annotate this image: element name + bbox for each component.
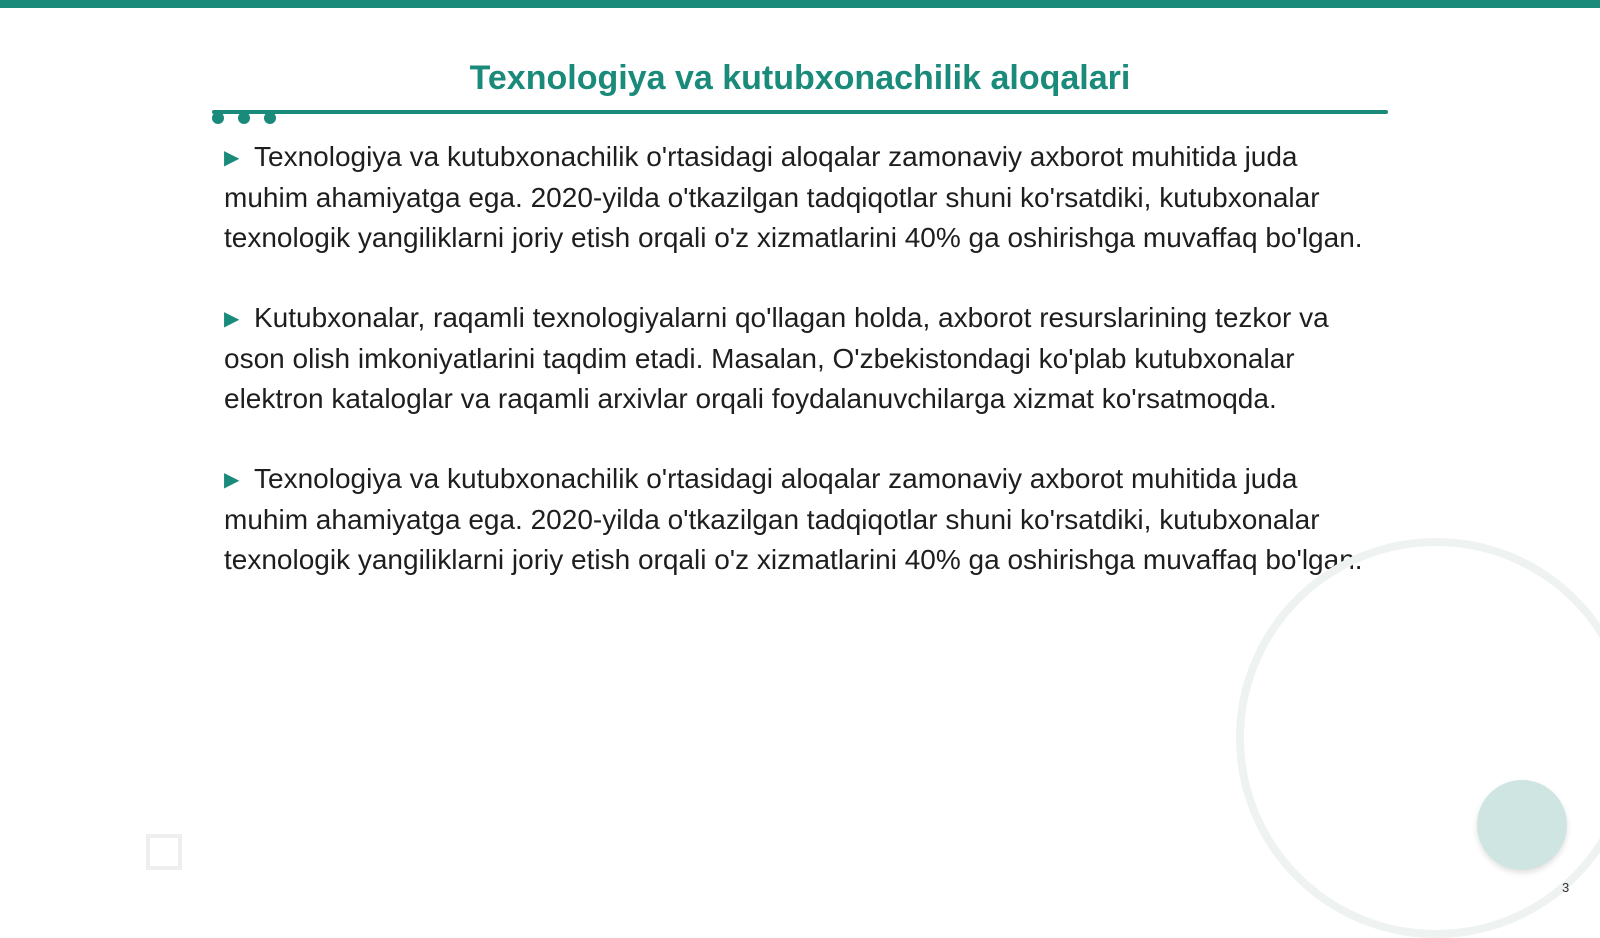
top-accent-bar [0, 0, 1600, 8]
slide-body [224, 137, 1384, 620]
bullet-paragraph [224, 459, 1384, 580]
bullet-arrow-icon: ▶ [224, 147, 240, 169]
bullet-paragraph [224, 137, 1384, 258]
decorative-dot [238, 112, 250, 124]
bullet-arrow-icon: ▶ [224, 469, 240, 491]
bullet-paragraph [224, 298, 1384, 419]
slide-title: Texnologiya va kutubxonachilik aloqalari [469, 59, 1131, 97]
decorative-circle [1477, 780, 1567, 870]
page-number: 3 [1562, 880, 1570, 895]
bullet-arrow-icon: ▶ [224, 308, 240, 330]
decorative-square [146, 834, 182, 870]
paragraph-text: Kutubxonalar, raqamli texnologiyalarni qo'llagan holda, axborot resurslarining tezkor va oson olish imkoniyatlarini taqdim etadi. Masalan, O'zbekistondagi ko'plab kutubxonalar elektron kataloglar va raqamli arxivlar orqali foydalanuvchilarga xizmat ko'rsatmoqda. [224, 302, 1329, 414]
paragraph-text: Texnologiya va kutubxonachilik o'rtasidagi aloqalar zamonaviy axborot muhitida juda muhim ahamiyatga ega. 2020-yilda o'tkazilgan tadqiqotlar shuni ko'rsatdiki, kutubxonalar texnologik yangiliklarni joriy etish orqali o'z xizmatlarini 40% ga oshirishga muvaffaq bo'lgan. [224, 463, 1363, 575]
decorative-dot [264, 112, 276, 124]
paragraph-text: Texnologiya va kutubxonachilik o'rtasidagi aloqalar zamonaviy axborot muhitida juda muhim ahamiyatga ega. 2020-yilda o'tkazilgan tadqiqotlar shuni ko'rsatdiki, kutubxonalar texnologik yangiliklarni joriy etish orqali o'z xizmatlarini 40% ga oshirishga muvaffaq bo'lgan. [224, 141, 1363, 253]
decorative-dot [212, 112, 224, 124]
title-underline [212, 110, 1388, 114]
